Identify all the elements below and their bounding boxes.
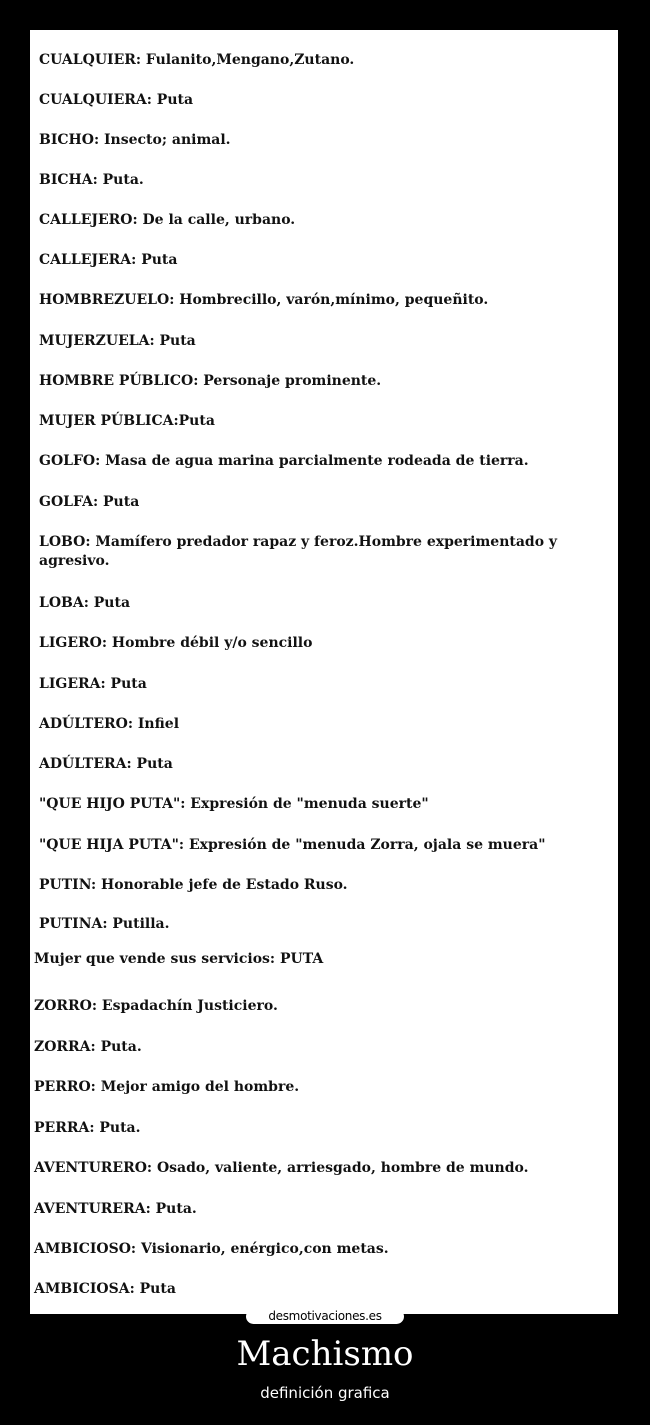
definition-entry: ADÚLTERO: Infiel (39, 716, 180, 732)
definition-entry: AMBICIOSA: Puta (34, 1281, 176, 1297)
definition-entry: LIGERA: Puta (39, 676, 147, 692)
definition-entry: CALLEJERO: De la calle, urbano. (39, 212, 296, 228)
definition-entry: ADÚLTERA: Puta (39, 756, 173, 772)
definition-entry: LOBO: Mamífero predador rapaz y feroz.Hombre experimentado y agresivo. (39, 534, 562, 569)
poster-title: Machismo (236, 1334, 414, 1374)
definition-entry: PERRO: Mejor amigo del hombre. (34, 1079, 300, 1095)
definition-entry: CUALQUIERA: Puta (39, 92, 194, 108)
definition-entry: "QUE HIJO PUTA": Expresión de "menuda suerte" (39, 796, 429, 812)
definition-entry: Mujer que vende sus servicios: PUTA (34, 951, 324, 967)
definition-entry: LOBA: Puta (39, 595, 131, 611)
definition-entry: GOLFO: Masa de agua marina parcialmente rodeada de tierra. (39, 453, 529, 469)
poster-frame (30, 30, 618, 1314)
definition-entry: AVENTURERA: Puta. (34, 1201, 197, 1217)
definition-entry: PUTIN: Honorable jefe de Estado Ruso. (39, 877, 348, 893)
definition-entry: CUALQUIER: Fulanito,Mengano,Zutano. (39, 52, 355, 68)
definition-entry: HOMBREZUELO: Hombrecillo, varón,mínimo, pequeñito. (39, 292, 489, 308)
definition-entry: ZORRA: Puta. (34, 1039, 142, 1055)
poster-subtitle: definición grafica (260, 1384, 390, 1402)
definition-entry: CALLEJERA: Puta (39, 252, 178, 268)
definition-entry: "QUE HIJA PUTA": Expresión de "menuda Zorra, ojala se muera" (39, 837, 546, 853)
definition-entry: PUTINA: Putilla. (39, 916, 170, 932)
definition-entry: PERRA: Puta. (34, 1120, 141, 1136)
definition-entry: AVENTURERO: Osado, valiente, arriesgado, hombre de mundo. (34, 1160, 529, 1176)
definition-entry: BICHO: Insecto; animal. (39, 132, 231, 148)
definitions-panel (33, 33, 615, 1311)
site-watermark: desmotivaciones.es (246, 1309, 404, 1324)
definition-entry: HOMBRE PÚBLICO: Personaje prominente. (39, 373, 382, 389)
definition-entry: ZORRO: Espadachín Justiciero. (34, 998, 278, 1014)
definition-entry: LIGERO: Hombre débil y/o sencillo (39, 635, 313, 651)
definition-entry: AMBICIOSO: Visionario, enérgico,con metas. (34, 1241, 389, 1257)
definition-entry: MUJERZUELA: Puta (39, 333, 196, 349)
definition-entry: BICHA: Puta. (39, 172, 144, 188)
definition-entry: GOLFA: Puta (39, 494, 140, 510)
definition-entry: MUJER PÚBLICA:Puta (39, 413, 215, 429)
